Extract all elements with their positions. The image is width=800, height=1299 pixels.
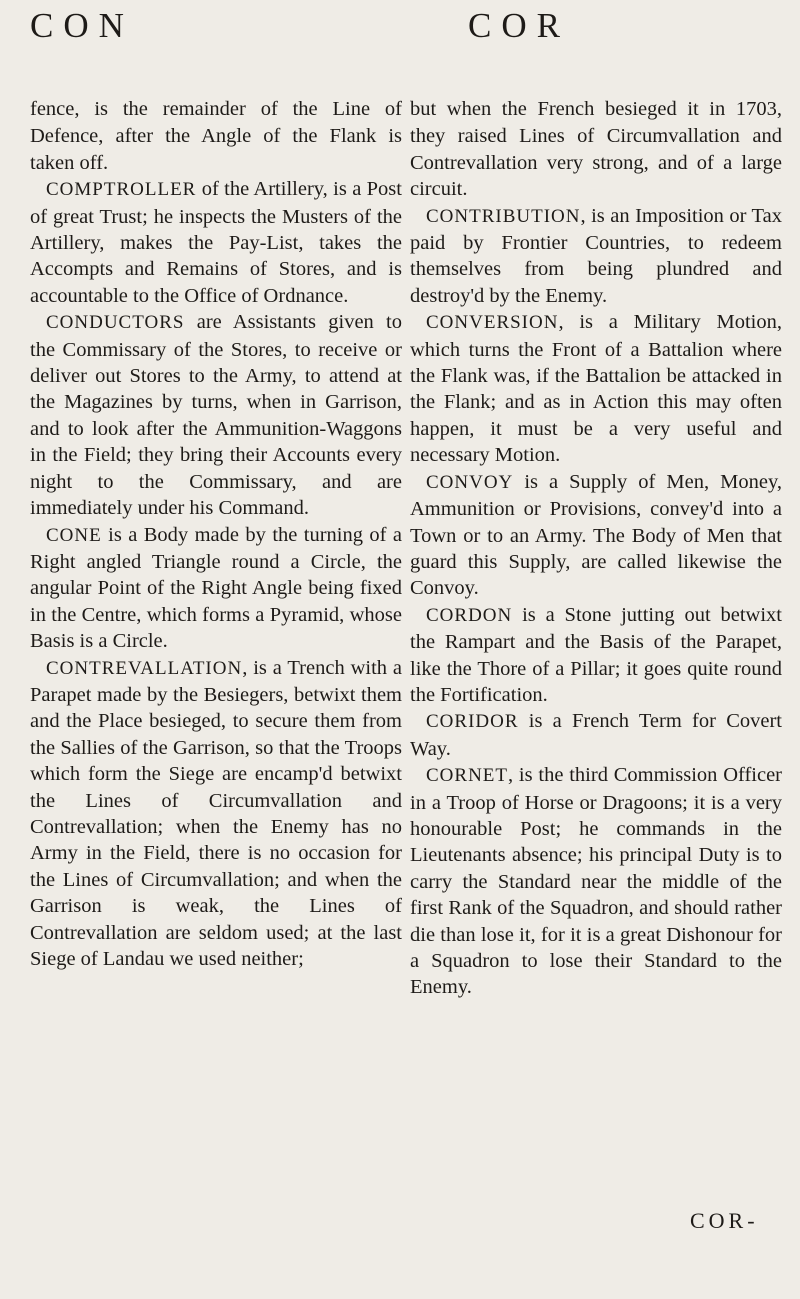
entry-paragraph: CONTRIBUTION, is an Imposition or Tax paid by Frontier Countries, to redeem themselves from being plundred and destroy'd by the Enemy. (410, 204, 782, 307)
entry-paragraph: CONE is a Body made by the turning of a Right angled Triangle round a Circle, the angular Point of the Right Angle being fixed in the Centre, which forms a Pyramid, whose Basis is a Circle. (30, 523, 402, 653)
right-column (410, 96, 782, 1001)
entry-paragraph: CONVOY is a Supply of Men, Money, Ammunition or Provisions, convey'd into a Town or to an Army. The Body of Men that guard this Supply, are called likewise the Convoy. (410, 470, 782, 600)
entry-paragraph: CONDUCTORS are Assistants given to the Commissary of the Stores, to receive or deliver out Stores to the Army, to attend at the Magazines by turns, when in Garrison, and to look after the Ammunition-Waggons in the Field; they bring their Accounts every night to the Commissary, and are immediately under his Command. (30, 311, 402, 520)
entry-paragraph: but when the French besieged it in 1703, they raised Lines of Circumvallation and Contrevallation very strong, and of a large circuit. (410, 98, 782, 201)
running-head-right: COR (468, 6, 570, 45)
left-column (30, 96, 402, 972)
entry-paragraph: CORIDOR is a French Term for Covert Way. (410, 710, 782, 760)
entry-paragraph: CONVERSION, is a Military Motion, which turns the Front of a Battalion where the Flank was, if the Battalion be attacked in the Flank; and as in Action this may often happen, it must be a very useful and necessary Motion. (410, 311, 782, 467)
entry-paragraph: CORNET, is the third Commission Officer in a Troop of Horse or Dragoons; it is a very honourable Post; he commands in the Lieutenants absence; his principal Duty is to carry the Standard near the middle of the first Rank of the Squadron, and should rather die than lose it, for it is a great Dishonour for a Squadron to lose their Standard to the Enemy. (410, 764, 782, 999)
entry-paragraph: fence, is the remainder of the Line of Defence, after the Angle of the Flank is taken off. (30, 98, 402, 174)
entry-paragraph: CORDON is a Stone jutting out betwixt the Rampart and the Basis of the Parapet, like the Thore of a Pillar; it goes quite round the Fortification. (410, 603, 782, 706)
running-head-left: CON (30, 6, 134, 45)
entry-paragraph: COMPTROLLER of the Artillery, is a Post of great Trust; he inspects the Musters of the Artillery, makes the Pay-List, takes the Accompts and Remains of Stores, and is accountable to the Office of Ordnance. (30, 178, 402, 307)
entry-paragraph: CONTREVALLATION, is a Trench with a Parapet made by the Besiegers, betwixt them and the Place besieged, to secure them from the Sallies of the Garrison, so that the Troops which form the Siege are encamp'd betwixt the Lines of Circumvallation and Contrevallation; when the Enemy has no Army in the Field, there is no occasion for the Lines of Circumvallation; and when the Garrison is weak, the Lines of Contrevallation are seldom used; at the last Siege of Landau we used neither; (30, 656, 402, 970)
catchword: COR- (690, 1208, 759, 1233)
